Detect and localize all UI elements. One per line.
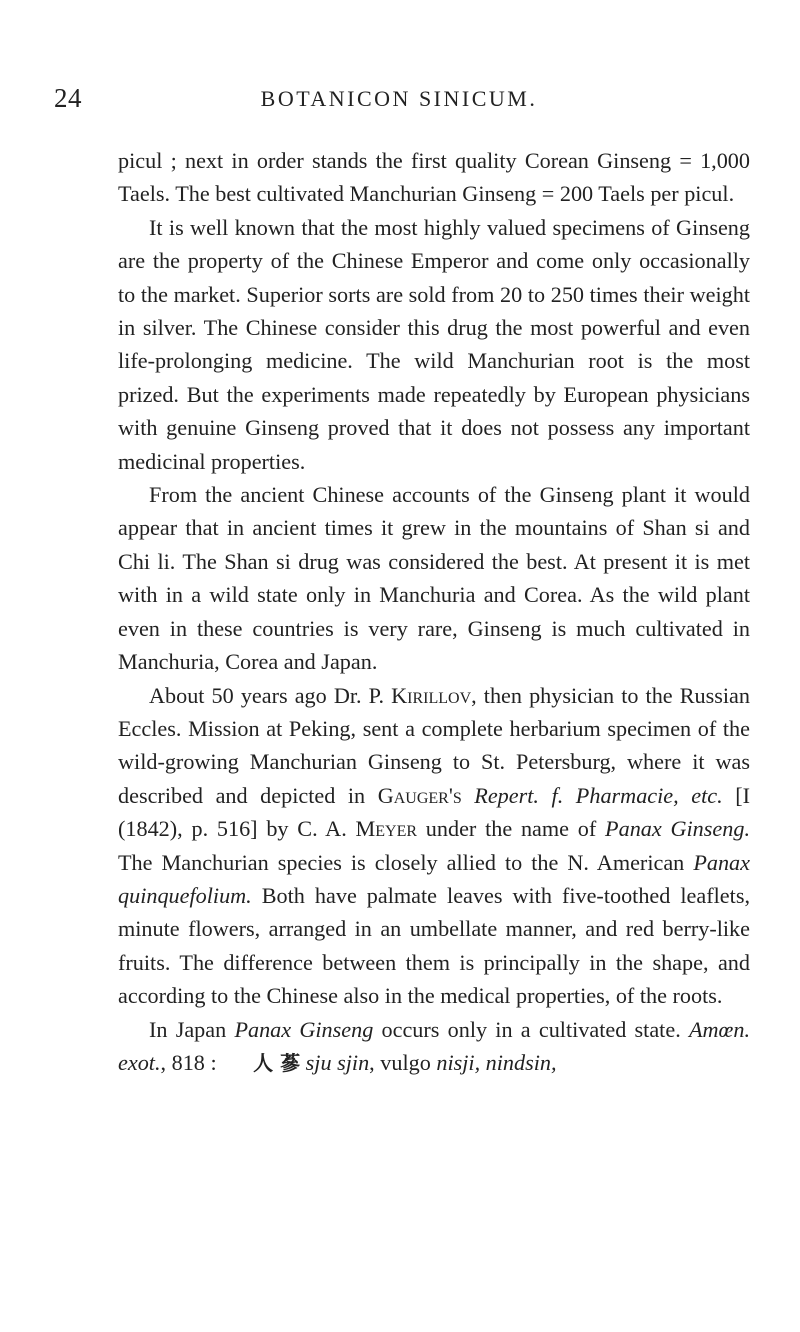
- text-span: In Japan: [149, 1016, 235, 1042]
- paragraph-3: From the ancient Chinese accounts of the Ginseng plant it would appear that in ancient times it grew in the mountains of Shan si and Chi li. The Shan si drug was considered the best. At present it is met with in a wild state only in Manchuria and Corea. As the wild plant even in these countries is very rare, Ginseng is much cultivated in Manchuria, Corea and Japan.: [118, 482, 750, 675]
- text-span: , 818 :: [160, 1049, 223, 1075]
- species-panax-quinquefolium: Panax quinquefolium.: [118, 849, 750, 908]
- term-nisji-nindsin: nisji, nindsin,: [436, 1049, 557, 1075]
- species-panax-ginseng: Panax Ginseng: [234, 1016, 374, 1042]
- text-span: , vulgo: [369, 1049, 437, 1075]
- body-text: [118, 144, 750, 1080]
- text-span: The Manchurian species is closely allied to the N. American: [118, 849, 694, 875]
- text-span: About 50 years ago Dr. P.: [149, 682, 392, 708]
- paragraph-1: picul ; next in order stands the first quality Corean Ginseng = 1,000 Taels. The best cultivated Manchurian Ginseng = 200 Taels per picul.: [118, 148, 750, 207]
- running-title: BOTANICON SINICUM.: [260, 86, 538, 111]
- paragraph-5: [118, 1013, 750, 1081]
- source-amoen-exot: Amœn. exot.: [118, 1016, 750, 1075]
- text-span: , then physician to the Russian Eccles. Mission at Peking, sent a complete herbarium specimen of the wild-growing Manchurian Ginseng to St. Petersburg, where it was described and depicted in: [118, 682, 750, 808]
- chinese-characters: 人 蔘: [253, 1050, 301, 1075]
- text-span: Both have palmate leaves with five-toothed leaflets, minute flowers, arranged in an umbellate manner, and red berry-like fruits. The difference between them is principally in the shape, and according to the Chinese also in the medical properties, of the roots.: [118, 882, 750, 1009]
- running-head: [54, 83, 744, 123]
- author-meyer: Meyer: [355, 816, 418, 842]
- text-span: under the name of: [417, 816, 606, 842]
- species-panax-ginseng: Panax Ginseng.: [605, 816, 750, 842]
- text-span: [462, 783, 475, 808]
- text-span: occurs only in a cultivated state.: [373, 1016, 689, 1042]
- journal-title: Repert. f. Pharmacie, etc.: [474, 782, 723, 808]
- paragraph-2: It is well known that the most highly valued specimens of Ginseng are the property of the Chinese Emperor and come only occasionally to the market. Superior sorts are sold from 20 to 250 times their weight in silver. The Chinese consider this drug the most powerful and even life-prolonging medicine. The wild Manchurian root is the most prized. But the experiments made repeatedly by European physicians with genuine Ginseng proved that it does not possess any important medicinal properties.: [118, 214, 750, 474]
- text-span: [I (1842), p. 516] by C. A.: [118, 782, 750, 842]
- paragraph-4: [118, 679, 750, 1013]
- term-sju-sjin: sju sjin: [305, 1049, 370, 1075]
- page-number: 24: [54, 83, 82, 113]
- author-gauger: Gauger's: [377, 782, 462, 808]
- author-kirillov: Kirillov: [391, 682, 472, 708]
